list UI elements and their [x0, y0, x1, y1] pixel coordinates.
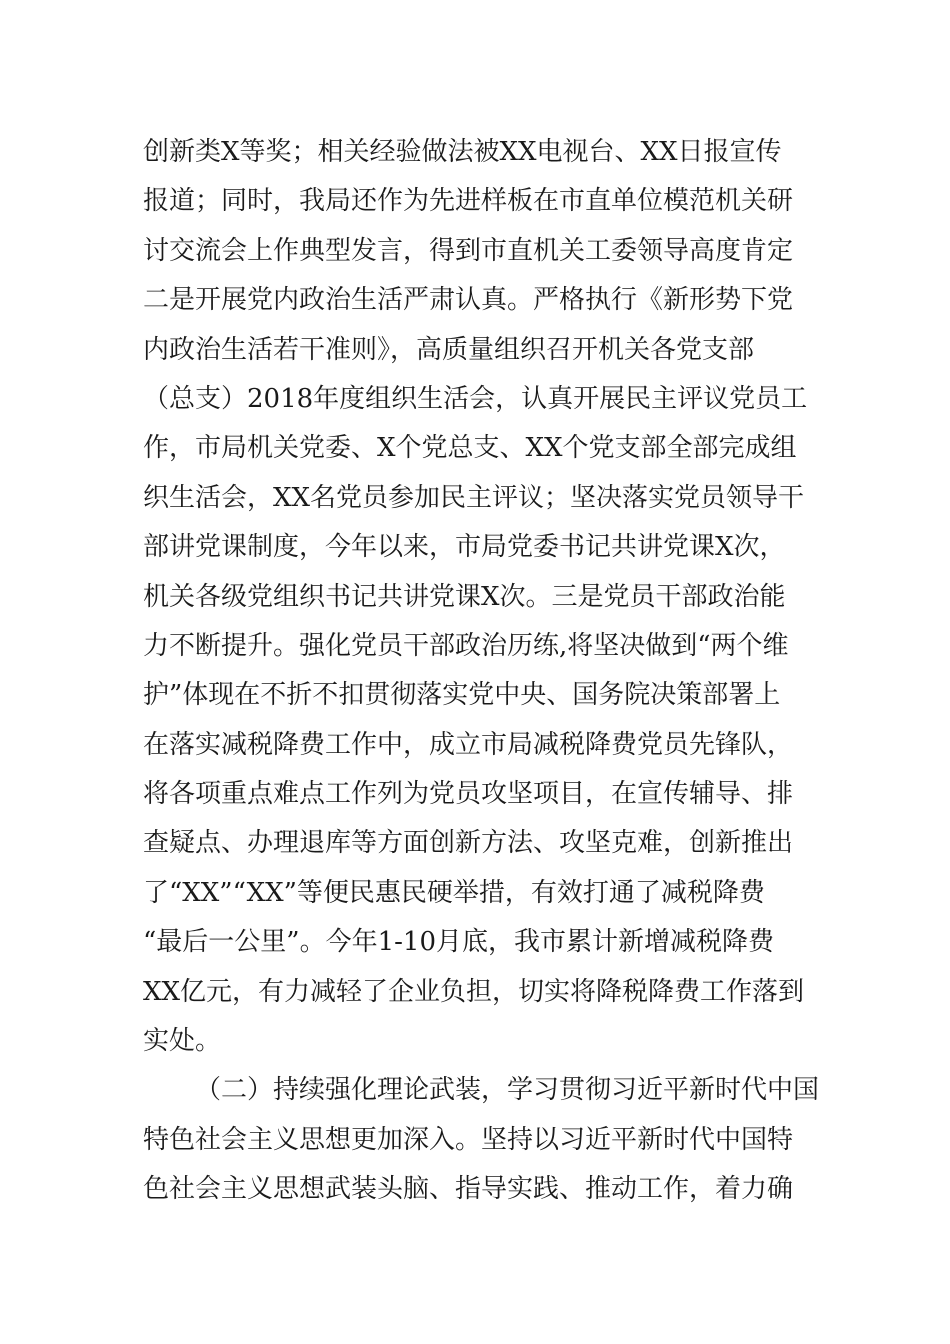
text-line: 讨交流会上作典型发言，得到市直机关工委领导高度肯定 — [143, 235, 794, 266]
text-line: 作，市局机关党委、X个党总支、XX个党支部全部完成组 — [143, 433, 797, 464]
text-line: 护”体现在不折不扣贯彻落实党中央、国务院决策部署上 — [143, 680, 781, 711]
document-body — [143, 128, 823, 1215]
text-line: 特色社会主义思想更加深入。坚持以习近平新时代中国特 — [143, 1124, 794, 1155]
text-line: （总支）2018年度组织生活会，认真开展民主评议党员工 — [143, 383, 808, 414]
text-line: 部讲党课制度，今年以来，市局党委书记共讲党课X次， — [143, 532, 786, 563]
text-line: 二是开展党内政治生活严肃认真。严格执行《新形势下党 — [143, 285, 794, 316]
text-line: 力不断提升。强化党员干部政治历练,将坚决做到“两个维 — [143, 630, 789, 661]
text-line: 织生活会，XX名党员参加民主评议；坚决落实党员领导干 — [143, 482, 805, 513]
text-line: 色社会主义思想武装头脑、指导实践、推动工作，着力确 — [143, 1174, 794, 1205]
paragraph-heading-line: （二）持续强化理论武装，学习贯彻习近平新时代中国 — [195, 1075, 820, 1106]
text-line: 报道；同时，我局还作为先进样板在市直单位模范机关研 — [143, 186, 794, 217]
text-line: 在落实减税降费工作中，成立市局减税降费党员先锋队， — [143, 729, 794, 760]
text-line: 将各项重点难点工作列为党员攻坚项目，在宣传辅导、排 — [143, 779, 794, 810]
text-line: 查疑点、办理退库等方面创新方法、攻坚克难，创新推出 — [143, 828, 794, 859]
text-line: 机关各级党组织书记共讲党课X次。三是党员干部政治能 — [143, 581, 786, 612]
text-line: 了“XX”“XX”等便民惠民硬举措，有效打通了减税降费 — [143, 877, 765, 908]
text-line: 内政治生活若干准则》，高质量组织召开机关各党支部 — [143, 334, 755, 365]
text-line: 实处。 — [143, 1026, 222, 1057]
text-line: “最后一公里”。今年1-10月底，我市累计新增减税降费 — [143, 927, 774, 958]
text-line: 创新类X等奖；相关经验做法被XX电视台、XX日报宣传 — [143, 137, 782, 167]
text-line: XX亿元，有力减轻了企业负担，切实将降税降费工作落到 — [143, 976, 805, 1007]
